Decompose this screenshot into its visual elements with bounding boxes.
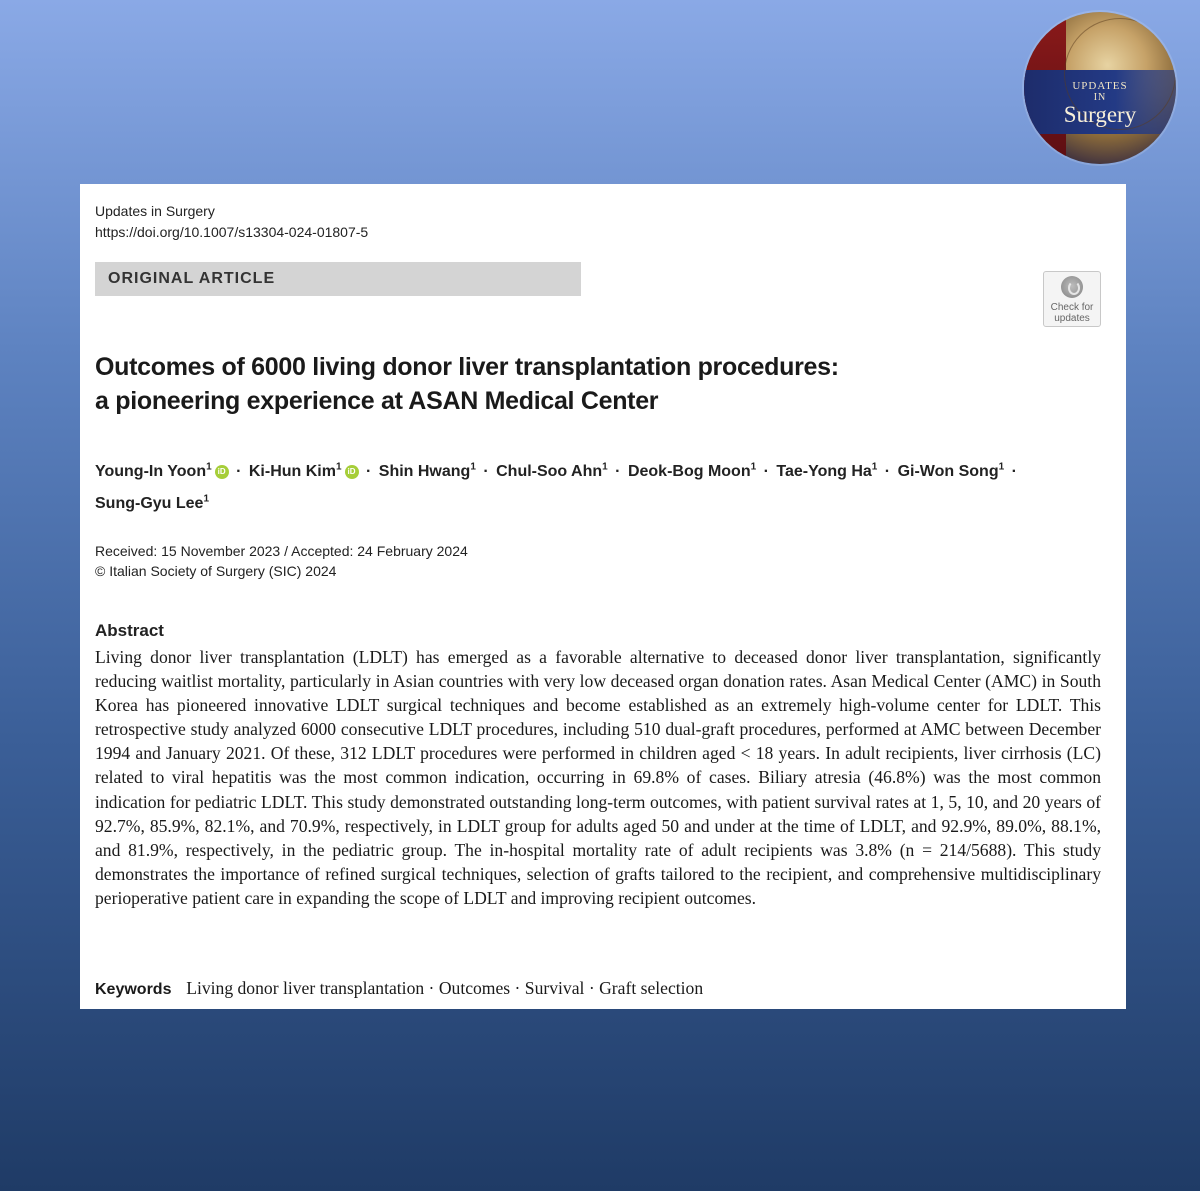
keywords-section [95, 978, 703, 999]
journal-cover-logo [1024, 12, 1176, 164]
journal-name: Updates in Surgery [95, 203, 215, 219]
paper-card [80, 184, 1126, 1009]
author-separator: · [478, 463, 494, 481]
author-separator: · [759, 463, 774, 481]
author-name: Shin Hwang [378, 463, 471, 481]
author-affiliation: 1 [335, 462, 342, 473]
author-affiliation: 1 [470, 462, 476, 473]
abstract-text: Living donor liver transplantation (LDLT) has emerged as a favorable alternative to deceased donor liver transplantation, significantly reducing waitlist mortality, particularly in Asian countries with very low deceased organ donation rates. Asan Medical Center (AMC) in South Korea has pioneered innovative LDLT surgical techniques and become established as an extremely high-volume center for LDLT. This retrospective study analyzed 6000 consecutive LDLT procedures, including 510 dual-graft procedures, performed at AMC between December 1994 and January 2021. Of these, 312 LDLT procedures were performed in children aged < 18 years. In adult recipients, liver cirrhosis (LC) related to viral hepatitis was the most common indication, occurring in 69.8% of cases. Biliary atresia (46.8%) was the most common indication for pediatric LDLT. This study demonstrated outstanding long-term outcomes, with patient survival rates at 1, 5, 10, and 20 years of 92.7%, 85.9%, 82.1%, and 70.9%, respectively, in LDLT group for adults aged 50 and under at the time of LDLT, and 92.9%, 89.0%, 88.1%, and 81.9%, respectively, in the pediatric group. The in-hospital mortality rate of adult recipients was 3.8% (n = 214/5688). This study demonstrates the importance of refined surgical techniques, selection of grafts tailored to the recipient, and comprehensive multidisciplinary perioperative patient care in expanding the scope of LDLT and improving recipient outcomes. [95, 647, 1101, 908]
author-separator: · [880, 463, 895, 481]
orcid-icon[interactable]: iD [215, 465, 229, 479]
author[interactable] [898, 463, 1005, 480]
author-separator: · [610, 463, 625, 481]
author-name: Gi-Won Song [897, 463, 999, 481]
author-affiliation: 1 [203, 493, 210, 505]
author-name: Chul-Soo Ahn [496, 463, 603, 481]
check-updates-icon [1061, 276, 1083, 298]
author-list [95, 454, 1105, 517]
author-affiliation: 1 [602, 462, 608, 473]
keywords-heading: Keywords [95, 981, 172, 998]
author-name: Deok-Bog Moon [627, 463, 751, 481]
author[interactable] [95, 495, 209, 512]
author-name: Young-In Yoon [95, 463, 207, 481]
author[interactable] [776, 463, 877, 480]
check-for-updates-button[interactable] [1043, 271, 1101, 327]
author[interactable] [379, 463, 476, 480]
author-affiliation: 1 [871, 462, 878, 473]
author-affiliation: 1 [998, 462, 1005, 473]
orcid-icon[interactable]: iD [345, 465, 359, 479]
author-separator: · [231, 463, 246, 481]
paper-title-line-2: a pioneering experience at ASAN Medical Center [95, 387, 659, 415]
logo-text-in: IN [1093, 92, 1107, 103]
paper-title [95, 350, 995, 418]
check-updates-label: Check for updates [1050, 302, 1094, 324]
author-name: Tae-Yong Ha [776, 463, 872, 481]
author-separator: · [1007, 463, 1017, 481]
received-accepted-dates: Received: 15 November 2023 / Accepted: 24 February 2024 [95, 543, 468, 559]
author[interactable] [628, 463, 756, 480]
copyright-notice: © Italian Society of Surgery (SIC) 2024 [95, 563, 337, 579]
author[interactable] [496, 463, 608, 480]
author-name: Sung-Gyu Lee [95, 494, 204, 512]
doi-link[interactable]: https://doi.org/10.1007/s13304-024-01807-5 [95, 224, 369, 240]
author[interactable] [249, 463, 359, 480]
author-affiliation: 1 [750, 462, 757, 473]
author-separator: · [361, 463, 376, 481]
author[interactable] [95, 463, 229, 480]
logo-text-updates: UPDATES [1072, 80, 1128, 92]
logo-text-surgery: Surgery [1063, 102, 1137, 127]
abstract-heading: Abstract [95, 621, 164, 640]
author-name: Ki-Hun Kim [248, 463, 336, 481]
author-affiliation: 1 [206, 462, 212, 473]
keywords-list: Living donor liver transplantation · Outcomes · Survival · Graft selection [186, 978, 704, 998]
article-type-banner: ORIGINAL ARTICLE [95, 262, 581, 296]
paper-title-line-1: Outcomes of 6000 living donor liver transplantation procedures: [95, 353, 839, 381]
